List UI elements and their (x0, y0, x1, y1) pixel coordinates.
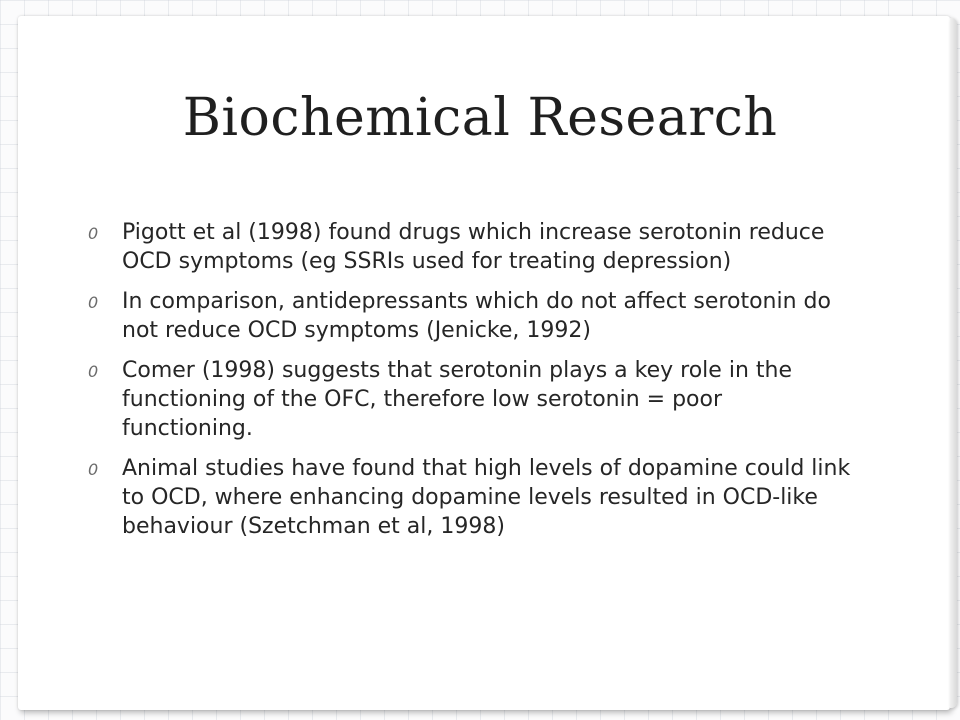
bullet-marker: 0 (88, 293, 99, 312)
bullet-item (88, 287, 858, 345)
bullet-text: Pigott et al (1998) found drugs which increase serotonin reduce OCD symptoms (eg SSRIs used for treating depression) (122, 220, 825, 274)
slide-title: Biochemical Research (182, 88, 778, 148)
bullet-text: In comparison, antidepressants which do not affect serotonin do not reduce OCD symptoms (Jenicke, 1992) (122, 289, 831, 343)
bullet-item (88, 356, 858, 443)
bullet-text: Comer (1998) suggests that serotonin plays a key role in the functioning of the OFC, therefore low serotonin = poor functioning. (122, 358, 792, 441)
bullet-marker: 0 (88, 362, 99, 381)
bullet-item (88, 218, 858, 276)
bullet-item (88, 454, 858, 541)
bullet-list (88, 218, 858, 552)
bullet-text: Animal studies have found that high levels of dopamine could link to OCD, where enhancing dopamine levels resulted in OCD-like behaviour (Szetchman et al, 1998) (122, 456, 851, 539)
bullet-marker: 0 (88, 224, 99, 243)
bullet-marker: 0 (88, 460, 99, 479)
